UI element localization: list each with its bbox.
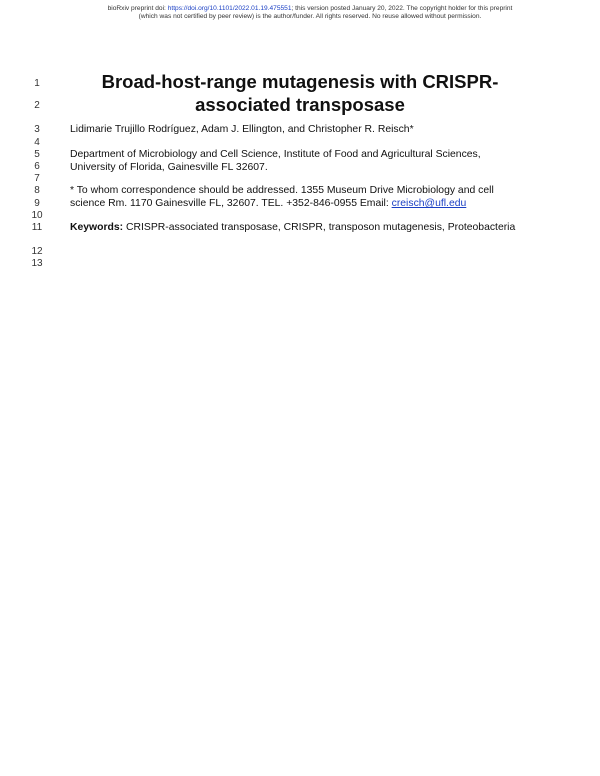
line-number: 4 <box>34 137 40 148</box>
paper-title-line1: Broad-host-range mutagenesis with CRISPR- <box>101 71 499 92</box>
preprint-posted-text: ; this version posted January 20, 2022. The copyright holder for this preprint <box>291 5 513 12</box>
line-number: 5 <box>34 149 40 160</box>
correspondence-line1: * To whom correspondence should be addressed. 1355 Museum Drive Microbiology and cell <box>70 185 494 196</box>
line-number: 2 <box>34 100 40 111</box>
line-number: 6 <box>34 161 40 172</box>
paper-title-line2: associated transposase <box>195 94 405 115</box>
preprint-header <box>40 5 580 21</box>
preprint-doi-label: bioRxiv preprint doi: <box>107 5 168 12</box>
correspondence-line2 <box>70 197 530 210</box>
keywords-label: Keywords: <box>70 222 124 233</box>
line-number: 10 <box>31 210 43 221</box>
paper-title <box>70 70 530 116</box>
keywords-text: CRISPR-associated transposase, CRISPR, transposon mutagenesis, Proteobacteria <box>123 222 516 233</box>
keywords <box>70 221 530 234</box>
affiliation-line1: Department of Microbiology and Cell Science, Institute of Food and Agricultural Sciences, <box>70 149 481 160</box>
line-number: 9 <box>34 198 40 209</box>
correspondence <box>70 184 530 210</box>
doi-link[interactable]: https://doi.org/10.1101/2022.01.19.475551 <box>167 5 292 12</box>
preprint-header-line1 <box>40 5 580 13</box>
correspondence-address: science Rm. 1170 Gainesville FL, 32607. TEL. +352-846-0955 Email: <box>70 198 392 209</box>
line-number: 8 <box>34 185 40 196</box>
line-number: 13 <box>31 258 43 269</box>
email-link[interactable]: creisch@ufl.edu <box>391 198 467 209</box>
affiliation-line2: University of Florida, Gainesville FL 32607. <box>70 162 268 173</box>
line-number: 12 <box>31 246 43 257</box>
authors: Lidimarie Trujillo Rodríguez, Adam J. Ellington, and Christopher R. Reisch* <box>70 124 414 135</box>
line-number: 1 <box>34 78 40 89</box>
preprint-header-line2: (which was not certified by peer review) is the author/funder. All rights reserved. No reuse allowed without permission. <box>138 13 482 20</box>
affiliation <box>70 148 530 174</box>
line-number: 7 <box>34 173 40 184</box>
line-number: 3 <box>34 124 40 135</box>
line-number: 11 <box>31 222 43 233</box>
